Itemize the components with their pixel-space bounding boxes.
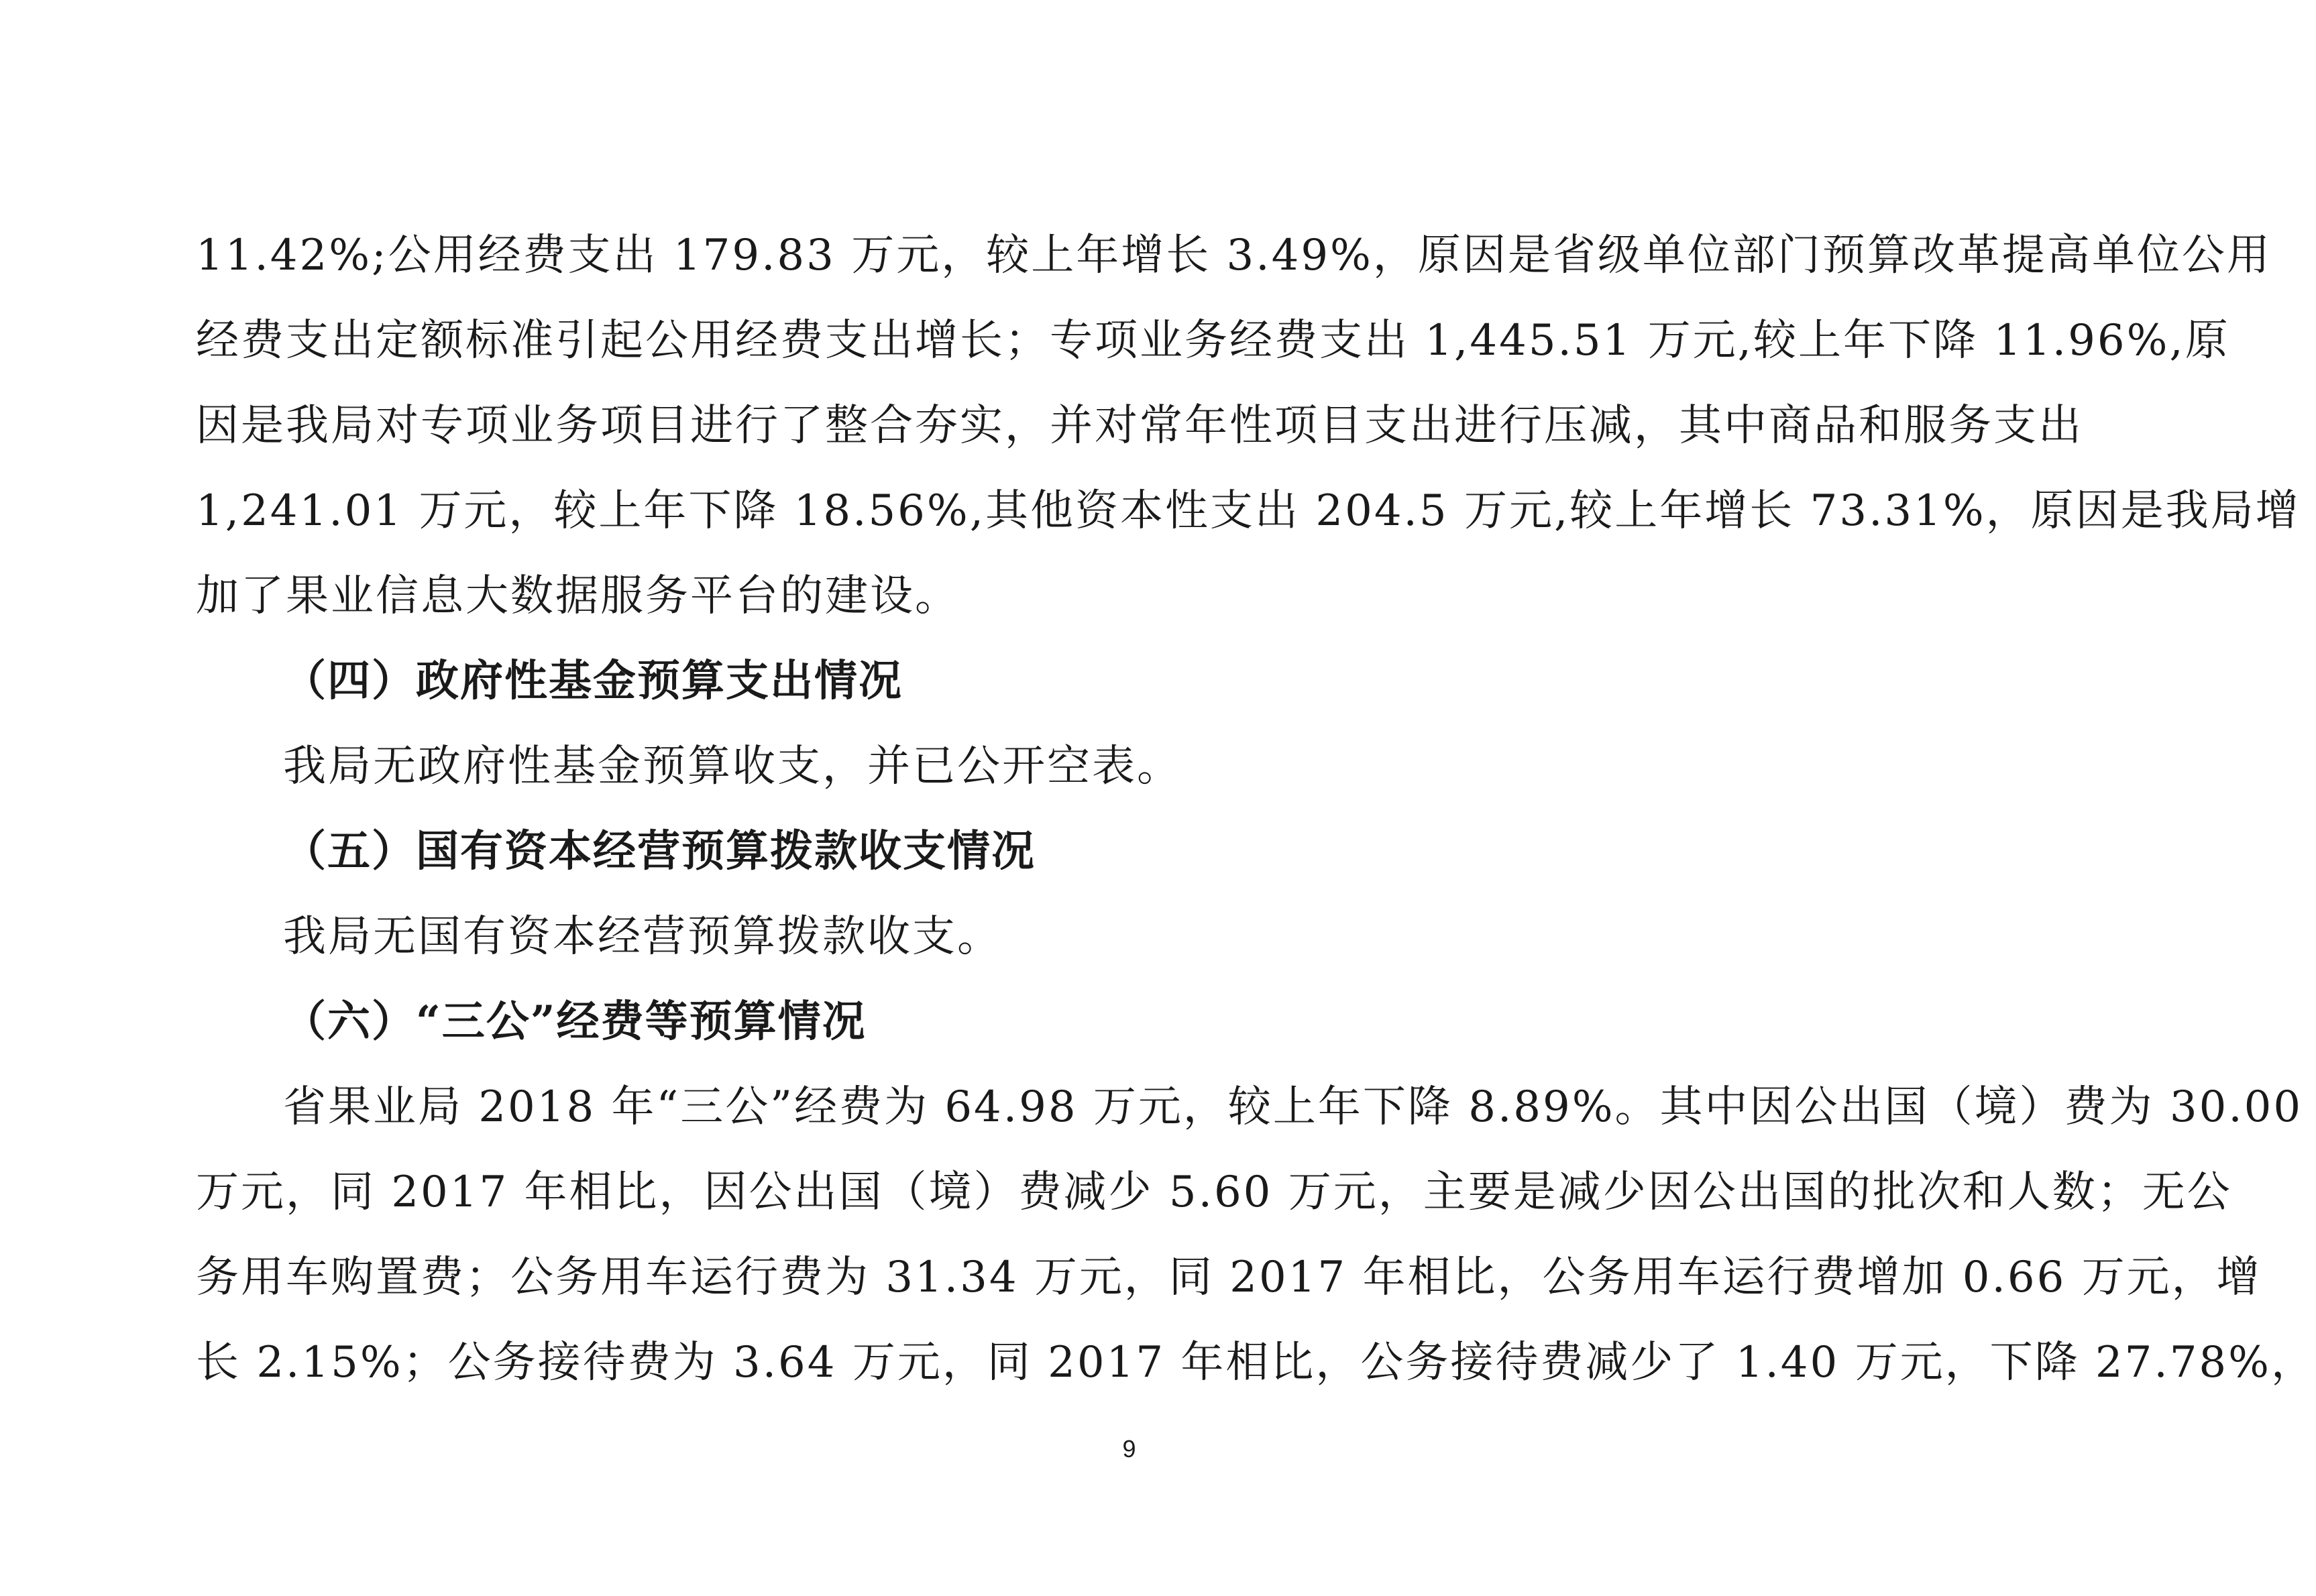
section-6-line: 省果业局 2018 年“三公”经费为 64.98 万元，较上年下降 8.89%。其中因公出国（境）费为 30.00 <box>283 1082 2303 1132</box>
section-body-5: 我局无国有资本经营预算拨款收支。 <box>283 912 1002 962</box>
section-heading-6: （六）“三公”经费等预算情况 <box>283 996 867 1047</box>
page-number: 9 <box>1122 1435 1136 1463</box>
paragraph-line: 加了果业信息大数据服务平台的建设。 <box>196 571 960 621</box>
paragraph-line: 经费支出定额标准引起公用经费支出增长；专项业务经费支出 1,445.51 万元,较上年下降 11.96%,原 <box>196 316 2230 365</box>
section-6-line: 务用车购置费；公务用车运行费为 31.34 万元，同 2017 年相比，公务用车运行费增加 0.66 万元，增 <box>196 1253 2262 1302</box>
paragraph-line: 11.42%;公用经费支出 179.83 万元，较上年增长 3.49%，原因是省级单位部门预算改革提高单位公用 <box>196 231 2272 280</box>
section-heading-4: （四）政府性基金预算支出情况 <box>283 656 903 706</box>
section-body-4: 我局无政府性基金预算收支，并已公开空表。 <box>283 742 1182 791</box>
section-6-line: 万元，同 2017 年相比，因公出国（境）费减少 5.60 万元，主要是减少因公出国的批次和人数；无公 <box>196 1167 2232 1217</box>
paragraph-line: 1,241.01 万元，较上年下降 18.56%,其他资本性支出 204.5 万元,较上年增长 73.31%，原因是我局增 <box>196 486 2301 536</box>
paragraph-line: 因是我局对专项业务项目进行了整合夯实，并对常年性项目支出进行压减，其中商品和服务支出 <box>196 401 2083 451</box>
section-6-line: 长 2.15%；公务接待费为 3.64 万元，同 2017 年相比，公务接待费减少了 1.40 万元，下降 27.78%， <box>196 1338 2316 1387</box>
section-heading-5: （五）国有资本经营预算拨款收支情况 <box>283 826 1036 876</box>
